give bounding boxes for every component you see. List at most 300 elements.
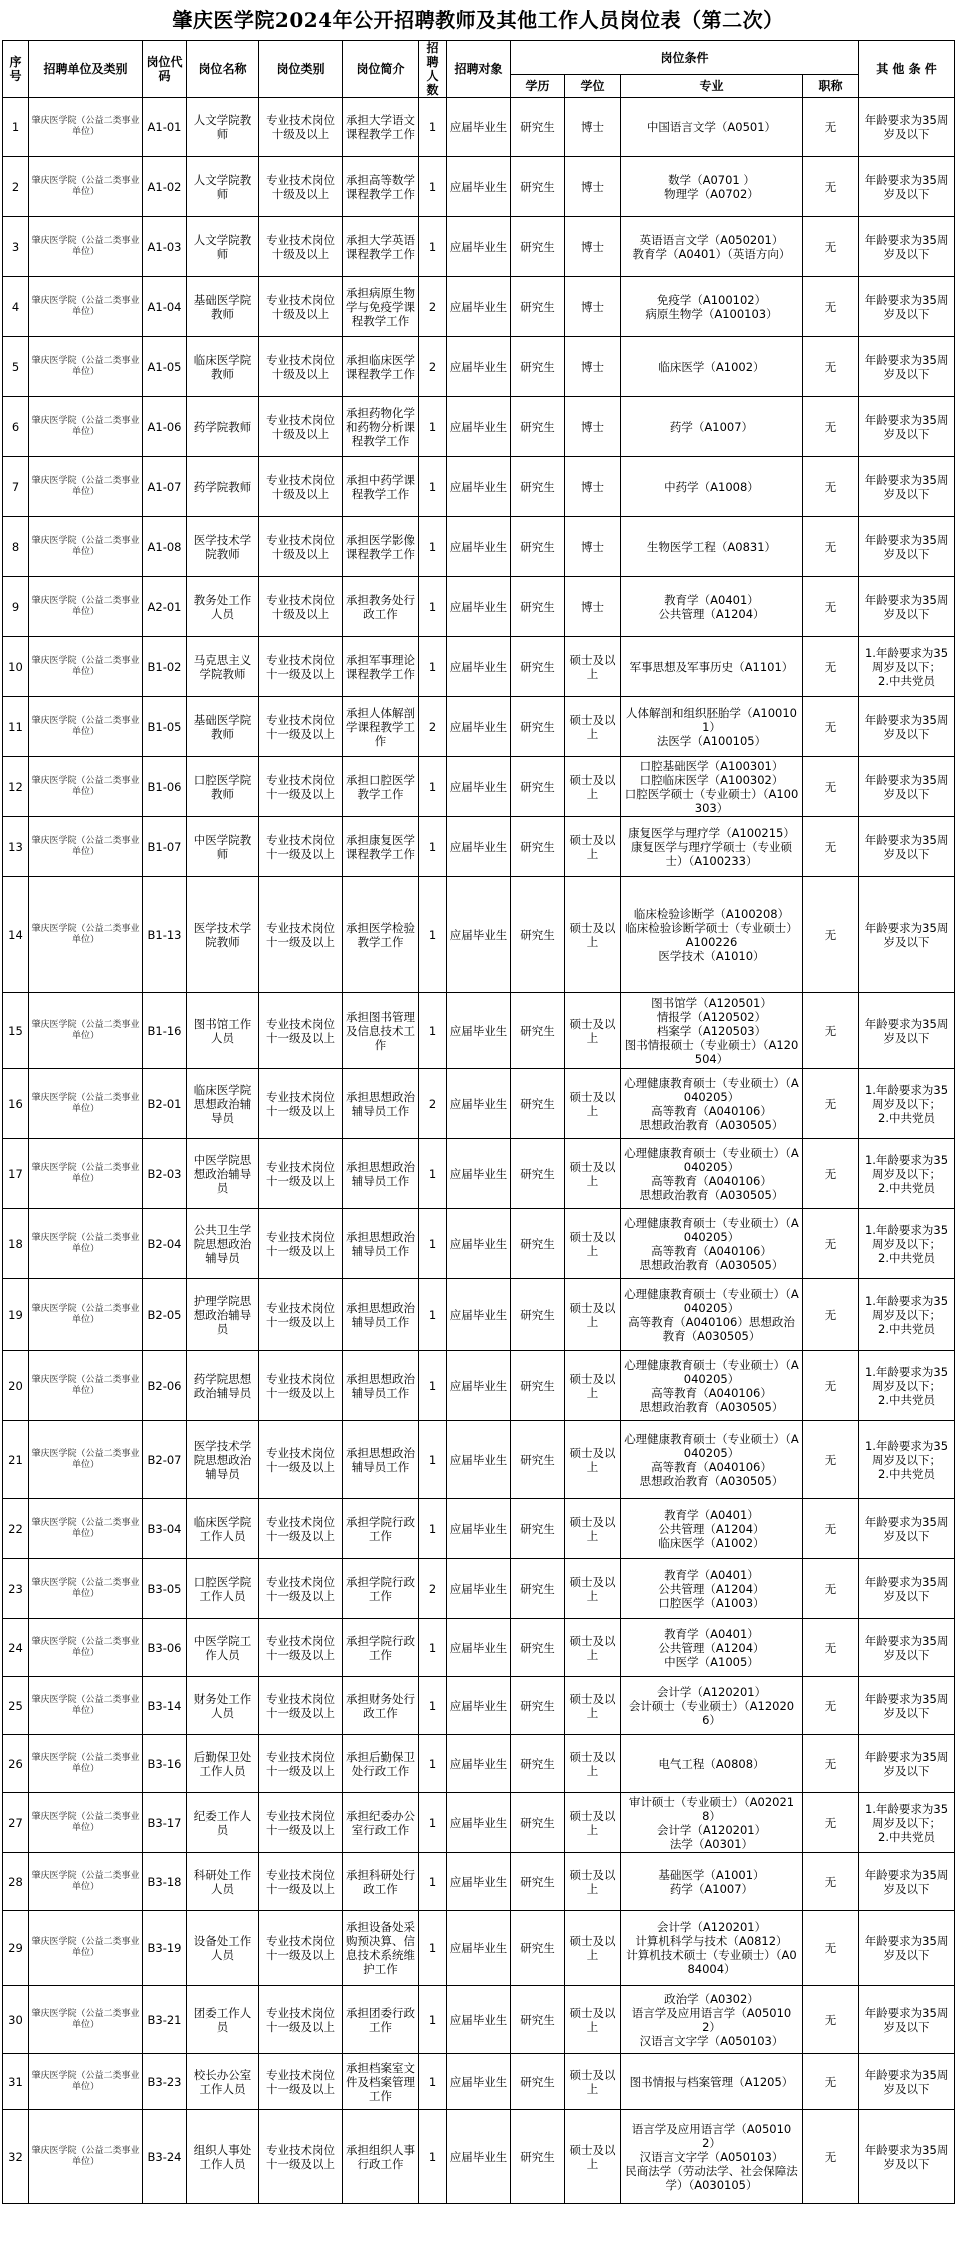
cell-seq: 5: [3, 337, 29, 397]
cell-name: 医学技术学院思想政治辅导员: [187, 1421, 259, 1499]
cell-code: B2-07: [143, 1421, 187, 1499]
cell-seq: 1: [3, 98, 29, 157]
cell-intro: 承担临床医学课程教学工作: [343, 337, 419, 397]
table-row: [3, 217, 955, 277]
cell-code: B3-16: [143, 1735, 187, 1793]
header-name: 岗位名称: [187, 41, 259, 98]
cell-name: 中医学院工作人员: [187, 1619, 259, 1677]
cell-unit: 肇庆医学院（公益二类事业单位）: [29, 1853, 143, 1911]
cell-other: 年龄要求为35周岁及以下: [859, 1853, 955, 1911]
cell-degree: 硕士及以上: [565, 1911, 621, 1986]
cell-name: 临床医学院教师: [187, 337, 259, 397]
cell-other: 年龄要求为35周岁及以下: [859, 577, 955, 637]
cell-other: 年龄要求为35周岁及以下: [859, 1986, 955, 2054]
cell-edu: 研究生: [511, 337, 565, 397]
cell-target: 应届毕业生: [447, 1421, 511, 1499]
cell-count: 1: [419, 1619, 447, 1677]
cell-intro: 承担教务处行政工作: [343, 577, 419, 637]
cell-seq: 31: [3, 2054, 29, 2110]
cell-degree: 博士: [565, 457, 621, 517]
cell-unit: 肇庆医学院（公益二类事业单位）: [29, 1279, 143, 1351]
table-row: [3, 397, 955, 457]
cell-target: 应届毕业生: [447, 1351, 511, 1421]
cell-other: 年龄要求为35周岁及以下: [859, 1677, 955, 1735]
cell-code: B3-18: [143, 1853, 187, 1911]
cell-title-req: 无: [803, 397, 859, 457]
cell-seq: 7: [3, 457, 29, 517]
table-row: [3, 1421, 955, 1499]
cell-code: A2-01: [143, 577, 187, 637]
cell-count: 1: [419, 1986, 447, 2054]
table-row: [3, 1986, 955, 2054]
cell-name: 图书馆工作人员: [187, 993, 259, 1069]
table-row: [3, 1559, 955, 1619]
cell-edu: 研究生: [511, 1139, 565, 1209]
cell-target: 应届毕业生: [447, 993, 511, 1069]
cell-unit: 肇庆医学院（公益二类事业单位）: [29, 217, 143, 277]
table-row: [3, 577, 955, 637]
cell-unit: 肇庆医学院（公益二类事业单位）: [29, 1986, 143, 2054]
cell-title-req: 无: [803, 1853, 859, 1911]
cell-intro: 承担思想政治辅导员工作: [343, 1421, 419, 1499]
cell-name: 基础医学院教师: [187, 277, 259, 337]
cell-edu: 研究生: [511, 517, 565, 577]
cell-seq: 6: [3, 397, 29, 457]
table-row: [3, 277, 955, 337]
table-row: [3, 1677, 955, 1735]
cell-edu: 研究生: [511, 1279, 565, 1351]
cell-title-req: 无: [803, 1351, 859, 1421]
cell-count: 1: [419, 1139, 447, 1209]
cell-name: 后勤保卫处工作人员: [187, 1735, 259, 1793]
cell-target: 应届毕业生: [447, 817, 511, 877]
cell-unit: 肇庆医学院（公益二类事业单位）: [29, 2054, 143, 2110]
cell-unit: 肇庆医学院（公益二类事业单位）: [29, 1421, 143, 1499]
cell-other: 年龄要求为35周岁及以下: [859, 337, 955, 397]
cell-seq: 26: [3, 1735, 29, 1793]
cell-code: B3-23: [143, 2054, 187, 2110]
cell-edu: 研究生: [511, 993, 565, 1069]
cell-major: 军事思想及军事历史（A1101）: [621, 637, 803, 697]
cell-degree: 硕士及以上: [565, 1279, 621, 1351]
cell-major: 心理健康教育硕士（专业硕士）（A040205） 高等教育（A040106） 思想政治教育（A030505）: [621, 1351, 803, 1421]
cell-code: B3-06: [143, 1619, 187, 1677]
cell-title-req: 无: [803, 457, 859, 517]
cell-seq: 28: [3, 1853, 29, 1911]
table-row: [3, 1853, 955, 1911]
cell-category: 专业技术岗位十一级及以上: [259, 877, 343, 993]
cell-name: 临床医学院思想政治辅导员: [187, 1069, 259, 1139]
cell-count: 1: [419, 757, 447, 817]
cell-code: B3-24: [143, 2110, 187, 2204]
cell-other: 年龄要求为35周岁及以下: [859, 517, 955, 577]
cell-other: 年龄要求为35周岁及以下: [859, 98, 955, 157]
cell-other: 年龄要求为35周岁及以下: [859, 1735, 955, 1793]
cell-title-req: 无: [803, 1209, 859, 1279]
cell-category: 专业技术岗位十一级及以上: [259, 1499, 343, 1559]
cell-category: 专业技术岗位十级及以上: [259, 517, 343, 577]
cell-other: 年龄要求为35周岁及以下: [859, 217, 955, 277]
cell-title-req: 无: [803, 1559, 859, 1619]
cell-title-req: 无: [803, 98, 859, 157]
cell-code: B1-06: [143, 757, 187, 817]
cell-intro: 承担医学影像课程教学工作: [343, 517, 419, 577]
cell-count: 1: [419, 2054, 447, 2110]
cell-code: B3-14: [143, 1677, 187, 1735]
cell-seq: 22: [3, 1499, 29, 1559]
cell-unit: 肇庆医学院（公益二类事业单位）: [29, 993, 143, 1069]
cell-count: 1: [419, 157, 447, 217]
cell-edu: 研究生: [511, 2110, 565, 2204]
cell-unit: 肇庆医学院（公益二类事业单位）: [29, 98, 143, 157]
cell-intro: 承担军事理论课程教学工作: [343, 637, 419, 697]
cell-seq: 10: [3, 637, 29, 697]
cell-target: 应届毕业生: [447, 1735, 511, 1793]
cell-target: 应届毕业生: [447, 1559, 511, 1619]
cell-count: 1: [419, 993, 447, 1069]
cell-target: 应届毕业生: [447, 1279, 511, 1351]
cell-intro: 承担思想政治辅导员工作: [343, 1351, 419, 1421]
cell-seq: 13: [3, 817, 29, 877]
cell-unit: 肇庆医学院（公益二类事业单位）: [29, 2110, 143, 2204]
cell-count: 1: [419, 2110, 447, 2204]
cell-unit: 肇庆医学院（公益二类事业单位）: [29, 1499, 143, 1559]
cell-seq: 14: [3, 877, 29, 993]
cell-major: 心理健康教育硕士（专业硕士）（A040205） 高等教育（A040106） 思想政治教育（A030505）: [621, 1421, 803, 1499]
cell-major: 康复医学与理疗学（A100215） 康复医学与理疗学硕士（专业硕士）（A100233）: [621, 817, 803, 877]
cell-count: 1: [419, 517, 447, 577]
cell-unit: 肇庆医学院（公益二类事业单位）: [29, 1139, 143, 1209]
cell-major: 心理健康教育硕士（专业硕士）（A040205） 高等教育（A040106） 思想政治教育（A030505）: [621, 1069, 803, 1139]
cell-title-req: 无: [803, 1793, 859, 1853]
cell-target: 应届毕业生: [447, 1986, 511, 2054]
cell-code: B1-02: [143, 637, 187, 697]
table-row: [3, 817, 955, 877]
cell-count: 1: [419, 1911, 447, 1986]
table-row: [3, 1911, 955, 1986]
cell-major: 药学（A1007）: [621, 397, 803, 457]
cell-degree: 硕士及以上: [565, 637, 621, 697]
cell-unit: 肇庆医学院（公益二类事业单位）: [29, 1559, 143, 1619]
cell-degree: 博士: [565, 157, 621, 217]
cell-name: 教务处工作人员: [187, 577, 259, 637]
cell-title-req: 无: [803, 877, 859, 993]
cell-seq: 32: [3, 2110, 29, 2204]
cell-target: 应届毕业生: [447, 1069, 511, 1139]
cell-category: 专业技术岗位十一级及以上: [259, 1735, 343, 1793]
cell-intro: 承担设备处采购预决算、信息技术系统维护工作: [343, 1911, 419, 1986]
cell-unit: 肇庆医学院（公益二类事业单位）: [29, 1677, 143, 1735]
cell-edu: 研究生: [511, 1209, 565, 1279]
cell-other: 年龄要求为35周岁及以下: [859, 1911, 955, 1986]
cell-unit: 肇庆医学院（公益二类事业单位）: [29, 1351, 143, 1421]
cell-target: 应届毕业生: [447, 757, 511, 817]
cell-count: 2: [419, 337, 447, 397]
cell-edu: 研究生: [511, 1986, 565, 2054]
table-row: [3, 1619, 955, 1677]
cell-degree: 硕士及以上: [565, 2054, 621, 2110]
cell-unit: 肇庆医学院（公益二类事业单位）: [29, 877, 143, 993]
cell-major: 教育学（A0401） 公共管理（A1204） 口腔医学（A1003）: [621, 1559, 803, 1619]
cell-major: 教育学（A0401） 公共管理（A1204）: [621, 577, 803, 637]
table-row: [3, 1793, 955, 1853]
cell-edu: 研究生: [511, 277, 565, 337]
cell-major: 心理健康教育硕士（专业硕士）（A040205） 高等教育（A040106）思想政治教育（A030505）: [621, 1279, 803, 1351]
cell-count: 2: [419, 1069, 447, 1139]
cell-name: 马克思主义学院教师: [187, 637, 259, 697]
cell-title-req: 无: [803, 2054, 859, 2110]
cell-unit: 肇庆医学院（公益二类事业单位）: [29, 1911, 143, 1986]
cell-intro: 承担大学英语课程教学工作: [343, 217, 419, 277]
table-row: [3, 757, 955, 817]
cell-seq: 12: [3, 757, 29, 817]
table-row: [3, 1279, 955, 1351]
table-row: [3, 1499, 955, 1559]
cell-intro: 承担康复医学课程教学工作: [343, 817, 419, 877]
cell-category: 专业技术岗位十一级及以上: [259, 2054, 343, 2110]
cell-category: 专业技术岗位十级及以上: [259, 457, 343, 517]
table-row: [3, 457, 955, 517]
cell-major: 图书情报与档案管理（A1205）: [621, 2054, 803, 2110]
cell-count: 1: [419, 877, 447, 993]
cell-intro: 承担团委行政工作: [343, 1986, 419, 2054]
cell-degree: 博士: [565, 98, 621, 157]
cell-degree: 硕士及以上: [565, 1351, 621, 1421]
cell-edu: 研究生: [511, 1351, 565, 1421]
cell-code: B2-03: [143, 1139, 187, 1209]
header-intro: 岗位简介: [343, 41, 419, 98]
header-category: 岗位类别: [259, 41, 343, 98]
cell-count: 1: [419, 457, 447, 517]
header-other: 其 他 条 件: [859, 41, 955, 98]
cell-other: 年龄要求为35周岁及以下: [859, 757, 955, 817]
cell-degree: 博士: [565, 577, 621, 637]
cell-target: 应届毕业生: [447, 217, 511, 277]
header-target: 招聘对象: [447, 41, 511, 98]
cell-major: 教育学（A0401） 公共管理（A1204） 临床医学（A1002）: [621, 1499, 803, 1559]
cell-name: 口腔医学院教师: [187, 757, 259, 817]
cell-edu: 研究生: [511, 217, 565, 277]
cell-title-req: 无: [803, 217, 859, 277]
cell-code: B3-19: [143, 1911, 187, 1986]
cell-name: 医学技术学院教师: [187, 517, 259, 577]
cell-category: 专业技术岗位十一级及以上: [259, 1069, 343, 1139]
cell-edu: 研究生: [511, 577, 565, 637]
cell-title-req: 无: [803, 1911, 859, 1986]
cell-intro: 承担图书管理及信息技术工作: [343, 993, 419, 1069]
cell-major: 临床检验诊断学（A100208） 临床检验诊断学硕士（专业硕士）A100226 医学技术（A1010）: [621, 877, 803, 993]
cell-seq: 17: [3, 1139, 29, 1209]
cell-name: 基础医学院教师: [187, 697, 259, 757]
cell-degree: 硕士及以上: [565, 1986, 621, 2054]
cell-edu: 研究生: [511, 2054, 565, 2110]
header-conditions: 岗位条件: [511, 41, 859, 75]
cell-unit: 肇庆医学院（公益二类事业单位）: [29, 697, 143, 757]
cell-major: 审计硕士（专业硕士）（A020218） 会计学（A120201） 法学（A0301）: [621, 1793, 803, 1853]
cell-degree: 硕士及以上: [565, 1735, 621, 1793]
cell-name: 药学院教师: [187, 457, 259, 517]
cell-other: 1.年龄要求为35周岁及以下； 2.中共党员: [859, 1279, 955, 1351]
cell-degree: 硕士及以上: [565, 1209, 621, 1279]
cell-major: 会计学（A120201） 计算机科学与技术（A0812） 计算机技术硕士（专业硕士）（A084004）: [621, 1911, 803, 1986]
cell-other: 年龄要求为35周岁及以下: [859, 817, 955, 877]
cell-title-req: 无: [803, 817, 859, 877]
table-row: [3, 1139, 955, 1209]
cell-seq: 18: [3, 1209, 29, 1279]
cell-name: 护理学院思想政治辅导员: [187, 1279, 259, 1351]
table-row: [3, 2054, 955, 2110]
cell-target: 应届毕业生: [447, 98, 511, 157]
cell-code: B1-16: [143, 993, 187, 1069]
cell-other: 1.年龄要求为35周岁及以下； 2.中共党员: [859, 637, 955, 697]
cell-category: 专业技术岗位十一级及以上: [259, 637, 343, 697]
cell-category: 专业技术岗位十一级及以上: [259, 1421, 343, 1499]
cell-major: 基础医学（A1001） 药学（A1007）: [621, 1853, 803, 1911]
cell-category: 专业技术岗位十一级及以上: [259, 1677, 343, 1735]
cell-category: 专业技术岗位十级及以上: [259, 217, 343, 277]
cell-major: 口腔基础医学（A100301） 口腔临床医学（A100302） 口腔医学硕士（专业硕士）（A100303）: [621, 757, 803, 817]
cell-other: 1.年龄要求为35周岁及以下； 2.中共党员: [859, 1139, 955, 1209]
cell-category: 专业技术岗位十级及以上: [259, 337, 343, 397]
cell-category: 专业技术岗位十一级及以上: [259, 1619, 343, 1677]
cell-count: 1: [419, 1209, 447, 1279]
table-row: [3, 1735, 955, 1793]
cell-category: 专业技术岗位十级及以上: [259, 397, 343, 457]
cell-code: B1-07: [143, 817, 187, 877]
cell-major: 语言学及应用语言学（A050102） 汉语言文字学（A050103） 民商法学（劳动法学、社会保障法学）（A030105）: [621, 2110, 803, 2204]
cell-major: 电气工程（A0808）: [621, 1735, 803, 1793]
header-unit: 招聘单位及类别: [29, 41, 143, 98]
cell-edu: 研究生: [511, 1069, 565, 1139]
cell-unit: 肇庆医学院（公益二类事业单位）: [29, 277, 143, 337]
cell-unit: 肇庆医学院（公益二类事业单位）: [29, 397, 143, 457]
cell-code: A1-02: [143, 157, 187, 217]
cell-code: B3-04: [143, 1499, 187, 1559]
cell-title-req: 无: [803, 1986, 859, 2054]
cell-name: 中医学院思想政治辅导员: [187, 1139, 259, 1209]
cell-code: B3-17: [143, 1793, 187, 1853]
cell-major: 教育学（A0401） 公共管理（A1204） 中医学（A1005）: [621, 1619, 803, 1677]
cell-title-req: 无: [803, 337, 859, 397]
table-row: [3, 637, 955, 697]
cell-code: A1-03: [143, 217, 187, 277]
cell-degree: 硕士及以上: [565, 993, 621, 1069]
cell-target: 应届毕业生: [447, 2110, 511, 2204]
cell-seq: 30: [3, 1986, 29, 2054]
cell-intro: 承担人体解剖学课程教学工作: [343, 697, 419, 757]
cell-degree: 硕士及以上: [565, 2110, 621, 2204]
cell-category: 专业技术岗位十一级及以上: [259, 2110, 343, 2204]
cell-major: 人体解剖和组织胚胎学（A100101） 法医学（A100105）: [621, 697, 803, 757]
cell-edu: 研究生: [511, 1911, 565, 1986]
table-row: [3, 993, 955, 1069]
cell-edu: 研究生: [511, 697, 565, 757]
table-row: [3, 337, 955, 397]
cell-seq: 3: [3, 217, 29, 277]
cell-count: 1: [419, 577, 447, 637]
cell-target: 应届毕业生: [447, 1853, 511, 1911]
cell-code: A1-01: [143, 98, 187, 157]
cell-category: 专业技术岗位十一级及以上: [259, 1209, 343, 1279]
cell-degree: 硕士及以上: [565, 1793, 621, 1853]
cell-degree: 博士: [565, 277, 621, 337]
cell-seq: 11: [3, 697, 29, 757]
cell-category: 专业技术岗位十一级及以上: [259, 1793, 343, 1853]
cell-count: 1: [419, 1499, 447, 1559]
cell-target: 应届毕业生: [447, 457, 511, 517]
cell-seq: 23: [3, 1559, 29, 1619]
cell-count: 1: [419, 1351, 447, 1421]
cell-edu: 研究生: [511, 98, 565, 157]
positions-table: [2, 40, 955, 2204]
cell-title-req: 无: [803, 1139, 859, 1209]
table-row: [3, 1351, 955, 1421]
cell-seq: 25: [3, 1677, 29, 1735]
cell-name: 医学技术学院教师: [187, 877, 259, 993]
cell-edu: 研究生: [511, 1499, 565, 1559]
cell-seq: 27: [3, 1793, 29, 1853]
cell-name: 口腔医学院工作人员: [187, 1559, 259, 1619]
table-row: [3, 1069, 955, 1139]
cell-seq: 19: [3, 1279, 29, 1351]
cell-unit: 肇庆医学院（公益二类事业单位）: [29, 577, 143, 637]
cell-degree: 硕士及以上: [565, 1619, 621, 1677]
cell-code: B3-21: [143, 1986, 187, 2054]
cell-edu: 研究生: [511, 1559, 565, 1619]
cell-code: B2-05: [143, 1279, 187, 1351]
cell-intro: 承担科研处行政工作: [343, 1853, 419, 1911]
cell-major: 免疫学（A100102） 病原生物学（A100103）: [621, 277, 803, 337]
cell-target: 应届毕业生: [447, 517, 511, 577]
cell-unit: 肇庆医学院（公益二类事业单位）: [29, 1735, 143, 1793]
table-row: [3, 877, 955, 993]
cell-count: 1: [419, 217, 447, 277]
cell-other: 年龄要求为35周岁及以下: [859, 993, 955, 1069]
cell-category: 专业技术岗位十一级及以上: [259, 817, 343, 877]
cell-seq: 29: [3, 1911, 29, 1986]
cell-category: 专业技术岗位十一级及以上: [259, 697, 343, 757]
cell-intro: 承担口腔医学教学工作: [343, 757, 419, 817]
cell-count: 1: [419, 817, 447, 877]
cell-code: B3-05: [143, 1559, 187, 1619]
cell-degree: 硕士及以上: [565, 757, 621, 817]
cell-edu: 研究生: [511, 637, 565, 697]
cell-category: 专业技术岗位十一级及以上: [259, 1911, 343, 1986]
cell-seq: 9: [3, 577, 29, 637]
cell-category: 专业技术岗位十一级及以上: [259, 1139, 343, 1209]
cell-title-req: 无: [803, 157, 859, 217]
cell-other: 年龄要求为35周岁及以下: [859, 1499, 955, 1559]
cell-major: 心理健康教育硕士（专业硕士）（A040205） 高等教育（A040106） 思想政治教育（A030505）: [621, 1139, 803, 1209]
cell-name: 药学院教师: [187, 397, 259, 457]
cell-intro: 承担思想政治辅导员工作: [343, 1139, 419, 1209]
cell-code: A1-07: [143, 457, 187, 517]
cell-title-req: 无: [803, 757, 859, 817]
cell-edu: 研究生: [511, 457, 565, 517]
cell-target: 应届毕业生: [447, 337, 511, 397]
cell-intro: 承担高等数学课程教学工作: [343, 157, 419, 217]
cell-category: 专业技术岗位十级及以上: [259, 157, 343, 217]
cell-edu: 研究生: [511, 877, 565, 993]
cell-category: 专业技术岗位十一级及以上: [259, 1351, 343, 1421]
cell-title-req: 无: [803, 697, 859, 757]
cell-unit: 肇庆医学院（公益二类事业单位）: [29, 757, 143, 817]
cell-degree: 博士: [565, 517, 621, 577]
cell-major: 心理健康教育硕士（专业硕士）（A040205） 高等教育（A040106） 思想政治教育（A030505）: [621, 1209, 803, 1279]
cell-unit: 肇庆医学院（公益二类事业单位）: [29, 637, 143, 697]
cell-name: 人文学院教师: [187, 217, 259, 277]
cell-name: 组织人事处工作人员: [187, 2110, 259, 2204]
